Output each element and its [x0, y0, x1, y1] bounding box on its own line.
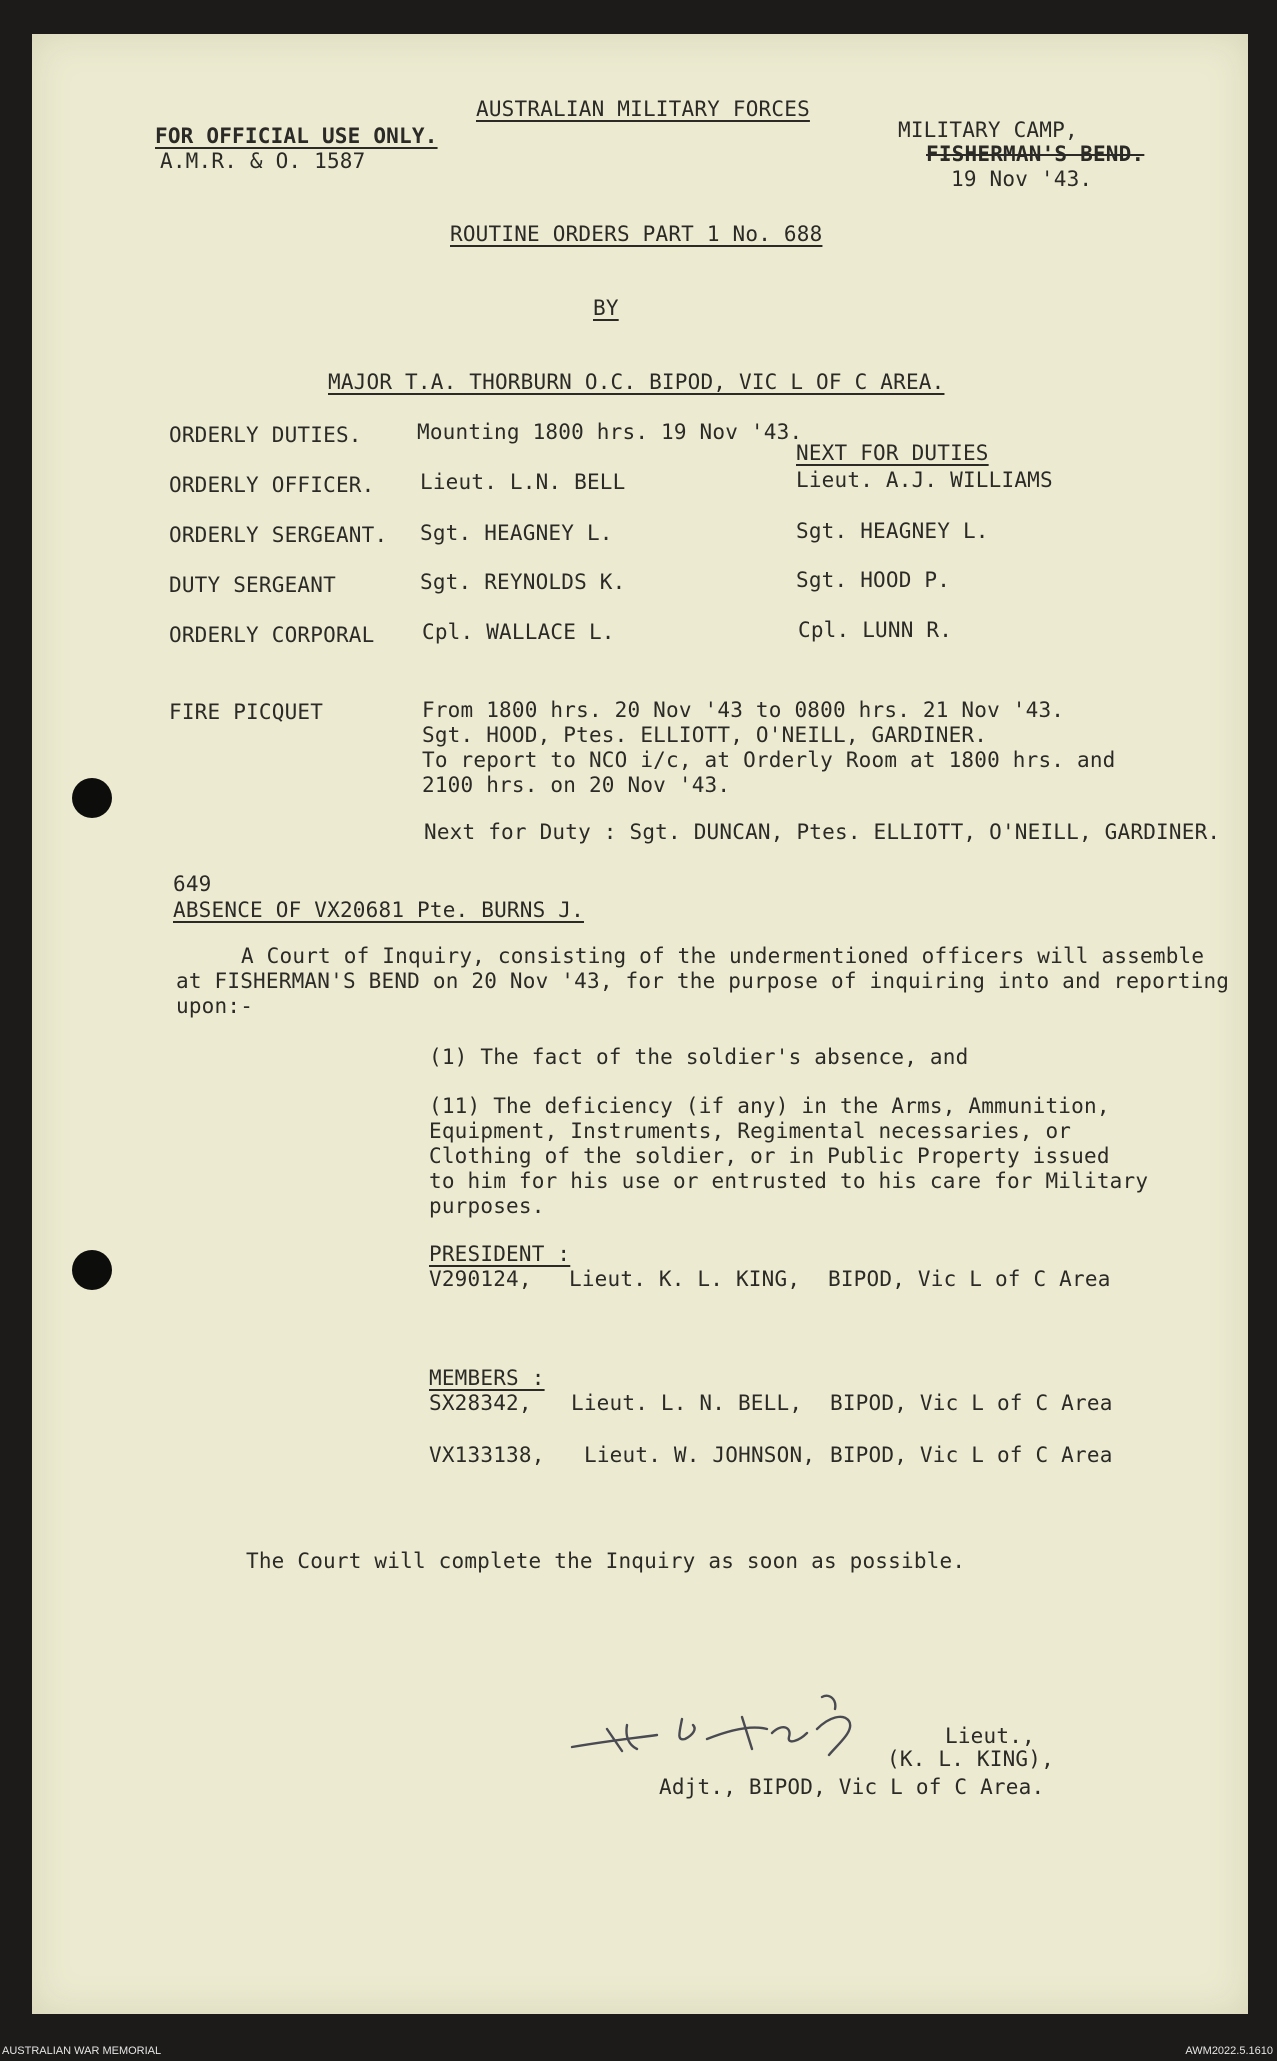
next-for-duties-heading: NEXT FOR DUTIES: [796, 441, 989, 465]
fire-picquet-next: Next for Duty : Sgt. DUNCAN, Ptes. ELLIOTT, O'NEILL, GARDINER.: [424, 820, 1221, 844]
forces-heading: AUSTRALIAN MILITARY FORCES: [476, 97, 810, 121]
routine-orders-title: ROUTINE ORDERS PART 1 No. 688: [450, 222, 823, 246]
inquiry-item-2-line: purposes.: [429, 1194, 545, 1218]
duty-label: ORDERLY SERGEANT.: [169, 523, 388, 547]
location-label: FISHERMAN'S BEND.: [926, 142, 1145, 166]
president-number: V290124,: [429, 1267, 532, 1291]
camp-label: MILITARY CAMP,: [898, 118, 1078, 142]
member-name: Lieut. L. N. BELL,: [571, 1391, 803, 1415]
punch-hole: [72, 1250, 112, 1290]
inquiry-item-2-line: to him for his use or entrusted to his care for Military: [429, 1169, 1149, 1193]
fire-picquet-label: FIRE PICQUET: [169, 700, 324, 724]
signatory-rank: Lieut.,: [945, 1724, 1035, 1748]
signatory-name: (K. L. KING),: [887, 1747, 1054, 1771]
president-heading: PRESIDENT :: [429, 1242, 571, 1266]
document-page: [32, 34, 1248, 2014]
duty-current: Sgt. REYNOLDS K.: [420, 570, 626, 594]
order-heading: ABSENCE OF VX20681 Pte. BURNS J.: [173, 898, 584, 922]
duty-current: Cpl. WALLACE L.: [422, 620, 615, 644]
duty-current: Mounting 1800 hrs. 19 Nov '43.: [417, 420, 803, 444]
order-intro-line: upon:-: [176, 994, 254, 1018]
fire-picquet-line: To report to NCO i/c, at Orderly Room at 1800 hrs. and: [422, 748, 1116, 772]
duty-next: Cpl. LUNN R.: [798, 618, 953, 642]
members-heading: MEMBERS :: [429, 1366, 545, 1390]
duty-current: Lieut. L.N. BELL: [420, 470, 626, 494]
member-number: SX28342,: [429, 1391, 532, 1415]
duty-label: ORDERLY DUTIES.: [169, 423, 362, 447]
closing-line: The Court will complete the Inquiry as soon as possible.: [246, 1549, 966, 1573]
inquiry-item-1: (1) The fact of the soldier's absence, and: [429, 1045, 969, 1069]
inquiry-item-2-line: Clothing of the soldier, or in Public Property issued: [429, 1144, 1110, 1168]
member-number: VX133138,: [429, 1443, 545, 1467]
archive-reference: AWM2022.5.1610: [1185, 2045, 1273, 2057]
duty-label: ORDERLY CORPORAL: [169, 623, 375, 647]
archive-credit: AUSTRALIAN WAR MEMORIAL: [2, 2045, 162, 2057]
order-intro-line: at FISHERMAN'S BEND on 20 Nov '43, for the purpose of inquiring into and reporting: [176, 969, 1230, 993]
by-label: BY: [593, 296, 619, 320]
signatory-appointment: Adjt., BIPOD, Vic L of C Area.: [659, 1775, 1045, 1799]
member-unit: BIPOD, Vic L of C Area: [830, 1443, 1113, 1467]
fire-picquet-line: 2100 hrs. on 20 Nov '43.: [422, 773, 731, 797]
duty-label: ORDERLY OFFICER.: [169, 473, 375, 497]
president-name: Lieut. K. L. KING,: [569, 1267, 801, 1291]
punch-hole: [72, 778, 112, 818]
duty-next: Lieut. A.J. WILLIAMS: [796, 468, 1053, 492]
amr-reference: A.M.R. & O. 1587: [160, 149, 366, 173]
member-unit: BIPOD, Vic L of C Area: [830, 1391, 1113, 1415]
duty-label: DUTY SERGEANT: [169, 573, 336, 597]
order-number: 649: [173, 872, 212, 896]
commander-line: MAJOR T.A. THORBURN O.C. BIPOD, VIC L OF C AREA.: [328, 370, 945, 394]
inquiry-item-2-line: (11) The deficiency (if any) in the Arms, Ammunition,: [429, 1094, 1110, 1118]
president-unit: BIPOD, Vic L of C Area: [828, 1267, 1111, 1291]
duty-current: Sgt. HEAGNEY L.: [420, 521, 613, 545]
duty-next: Sgt. HOOD P.: [796, 568, 951, 592]
issue-date: 19 Nov '43.: [951, 167, 1093, 191]
member-name: Lieut. W. JOHNSON,: [584, 1443, 816, 1467]
inquiry-item-2-line: Equipment, Instruments, Regimental necessaries, or: [429, 1119, 1072, 1143]
fire-picquet-line: From 1800 hrs. 20 Nov '43 to 0800 hrs. 21 Nov '43.: [422, 698, 1065, 722]
duty-next: Sgt. HEAGNEY L.: [796, 519, 989, 543]
fire-picquet-line: Sgt. HOOD, Ptes. ELLIOTT, O'NEILL, GARDINER.: [422, 723, 988, 747]
official-use-label: FOR OFFICIAL USE ONLY.: [155, 124, 438, 148]
order-intro-line: A Court of Inquiry, consisting of the undermentioned officers will assemble: [241, 944, 1205, 968]
handwritten-signature: [567, 1689, 897, 1759]
